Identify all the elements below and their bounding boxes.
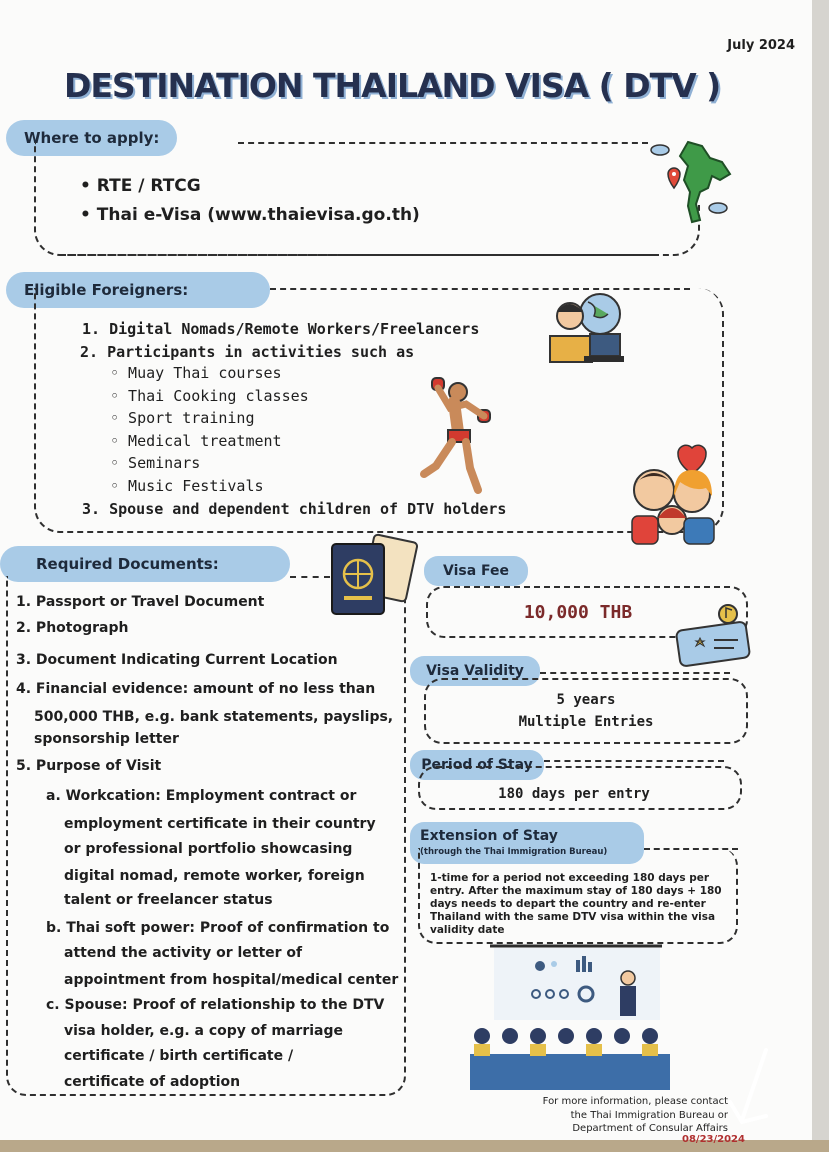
divider [544, 760, 724, 762]
document-line: c. Spouse: Proof of relationship to the DTV [46, 997, 385, 1013]
nomad-laptop-icon [546, 288, 626, 366]
document-line: 2. Photograph [16, 620, 129, 636]
check-arrow-icon [726, 1046, 776, 1128]
document-line: appointment from hospital/medical center [64, 972, 399, 988]
document-line: certificate of adoption [64, 1074, 241, 1090]
document-line: b. Thai soft power: Proof of confirmation to [46, 920, 390, 936]
required-documents-heading: Required Documents: [0, 546, 290, 582]
document-line: 5. Purpose of Visit [16, 758, 162, 774]
family-icon [624, 440, 724, 548]
document-line: attend the activity or letter of [64, 945, 303, 961]
extension-text: 1-time for a period not exceeding 180 days per entry. After the maximum stay of 180 days + 180 days needs to depart the country and re-enter Thailand with the same DTV visa within the visa validity date [430, 872, 722, 936]
period-of-stay-value: 180 days per entry [498, 786, 650, 802]
apply-item: • Thai e-Visa (www.thaievisa.go.th) [80, 205, 420, 225]
visa-fee-heading: Visa Fee [424, 556, 528, 586]
document-line: or professional portfolio showcasing [64, 841, 353, 857]
document-line: 3. Document Indicating Current Location [16, 652, 338, 668]
poster-date: July 2024 [727, 38, 795, 53]
visa-validity-entries: Multiple Entries [518, 714, 654, 730]
background-wall [812, 0, 829, 1152]
footer-line: For more information, please contact [542, 1096, 728, 1107]
eligible-item: 1. Digital Nomads/Remote Workers/Freelancers [82, 320, 480, 338]
extension-subheading: (through the Thai Immigration Bureau) [420, 847, 608, 857]
divider [540, 672, 730, 674]
where-to-apply-heading: Where to apply: [6, 120, 177, 156]
document-line: 1. Passport or Travel Document [16, 594, 265, 610]
visa-validity-box [424, 678, 748, 744]
ticket-icon [672, 600, 754, 670]
period-of-stay-heading: Period of Stay [410, 750, 544, 780]
document-line: visa holder, e.g. a copy of marriage [64, 1023, 343, 1039]
document-line: a. Workcation: Employment contract or [46, 788, 357, 804]
apply-item: • RTE / RTCG [80, 176, 201, 196]
passport-icon [326, 530, 418, 620]
visa-fee-value: 10,000 THB [523, 602, 633, 623]
document-line: certificate / birth certificate / [64, 1048, 294, 1064]
document-line: digital nomad, remote worker, foreign [64, 868, 365, 884]
document-line: talent or freelancer status [64, 892, 273, 908]
eligible-item: 3. Spouse and dependent children of DTV holders [82, 500, 507, 518]
eligible-foreigners-heading: Eligible Foreigners: [6, 272, 270, 308]
thailand-map-icon [650, 136, 740, 226]
footer-line: the Thai Immigration Bureau or [570, 1110, 728, 1121]
activity-item: ◦ Sport training [110, 409, 255, 427]
footer-line: Department of Consular Affairs [572, 1123, 728, 1134]
poster-title: DESTINATION THAILAND VISA ( DTV ) [64, 66, 721, 105]
document-line: 4. Financial evidence: amount of no less than [16, 681, 376, 697]
activity-item: ◦ Muay Thai courses [110, 364, 282, 382]
stamp-date: 08/23/2024 [682, 1134, 745, 1145]
document-line: employment certificate in their country [64, 816, 376, 832]
divider [60, 254, 630, 256]
activity-item: ◦ Music Festivals [110, 477, 264, 495]
muay-thai-fighter-icon [418, 374, 498, 494]
visa-validity-heading: Visa Validity [410, 656, 540, 686]
document-line: 500,000 THB, e.g. bank statements, payslips, [34, 709, 394, 725]
eligible-item: 2. Participants in activities such as [80, 343, 415, 361]
activity-item: ◦ Medical treatment [110, 432, 282, 450]
presentation-audience-icon [466, 944, 672, 1092]
extension-heading: Extension of Stay [420, 828, 558, 844]
activity-item: ◦ Seminars [110, 454, 201, 472]
visa-validity-years: 5 years [556, 692, 616, 708]
divider [644, 848, 738, 850]
document-line: sponsorship letter [34, 731, 179, 747]
activity-item: ◦ Thai Cooking classes [110, 387, 309, 405]
